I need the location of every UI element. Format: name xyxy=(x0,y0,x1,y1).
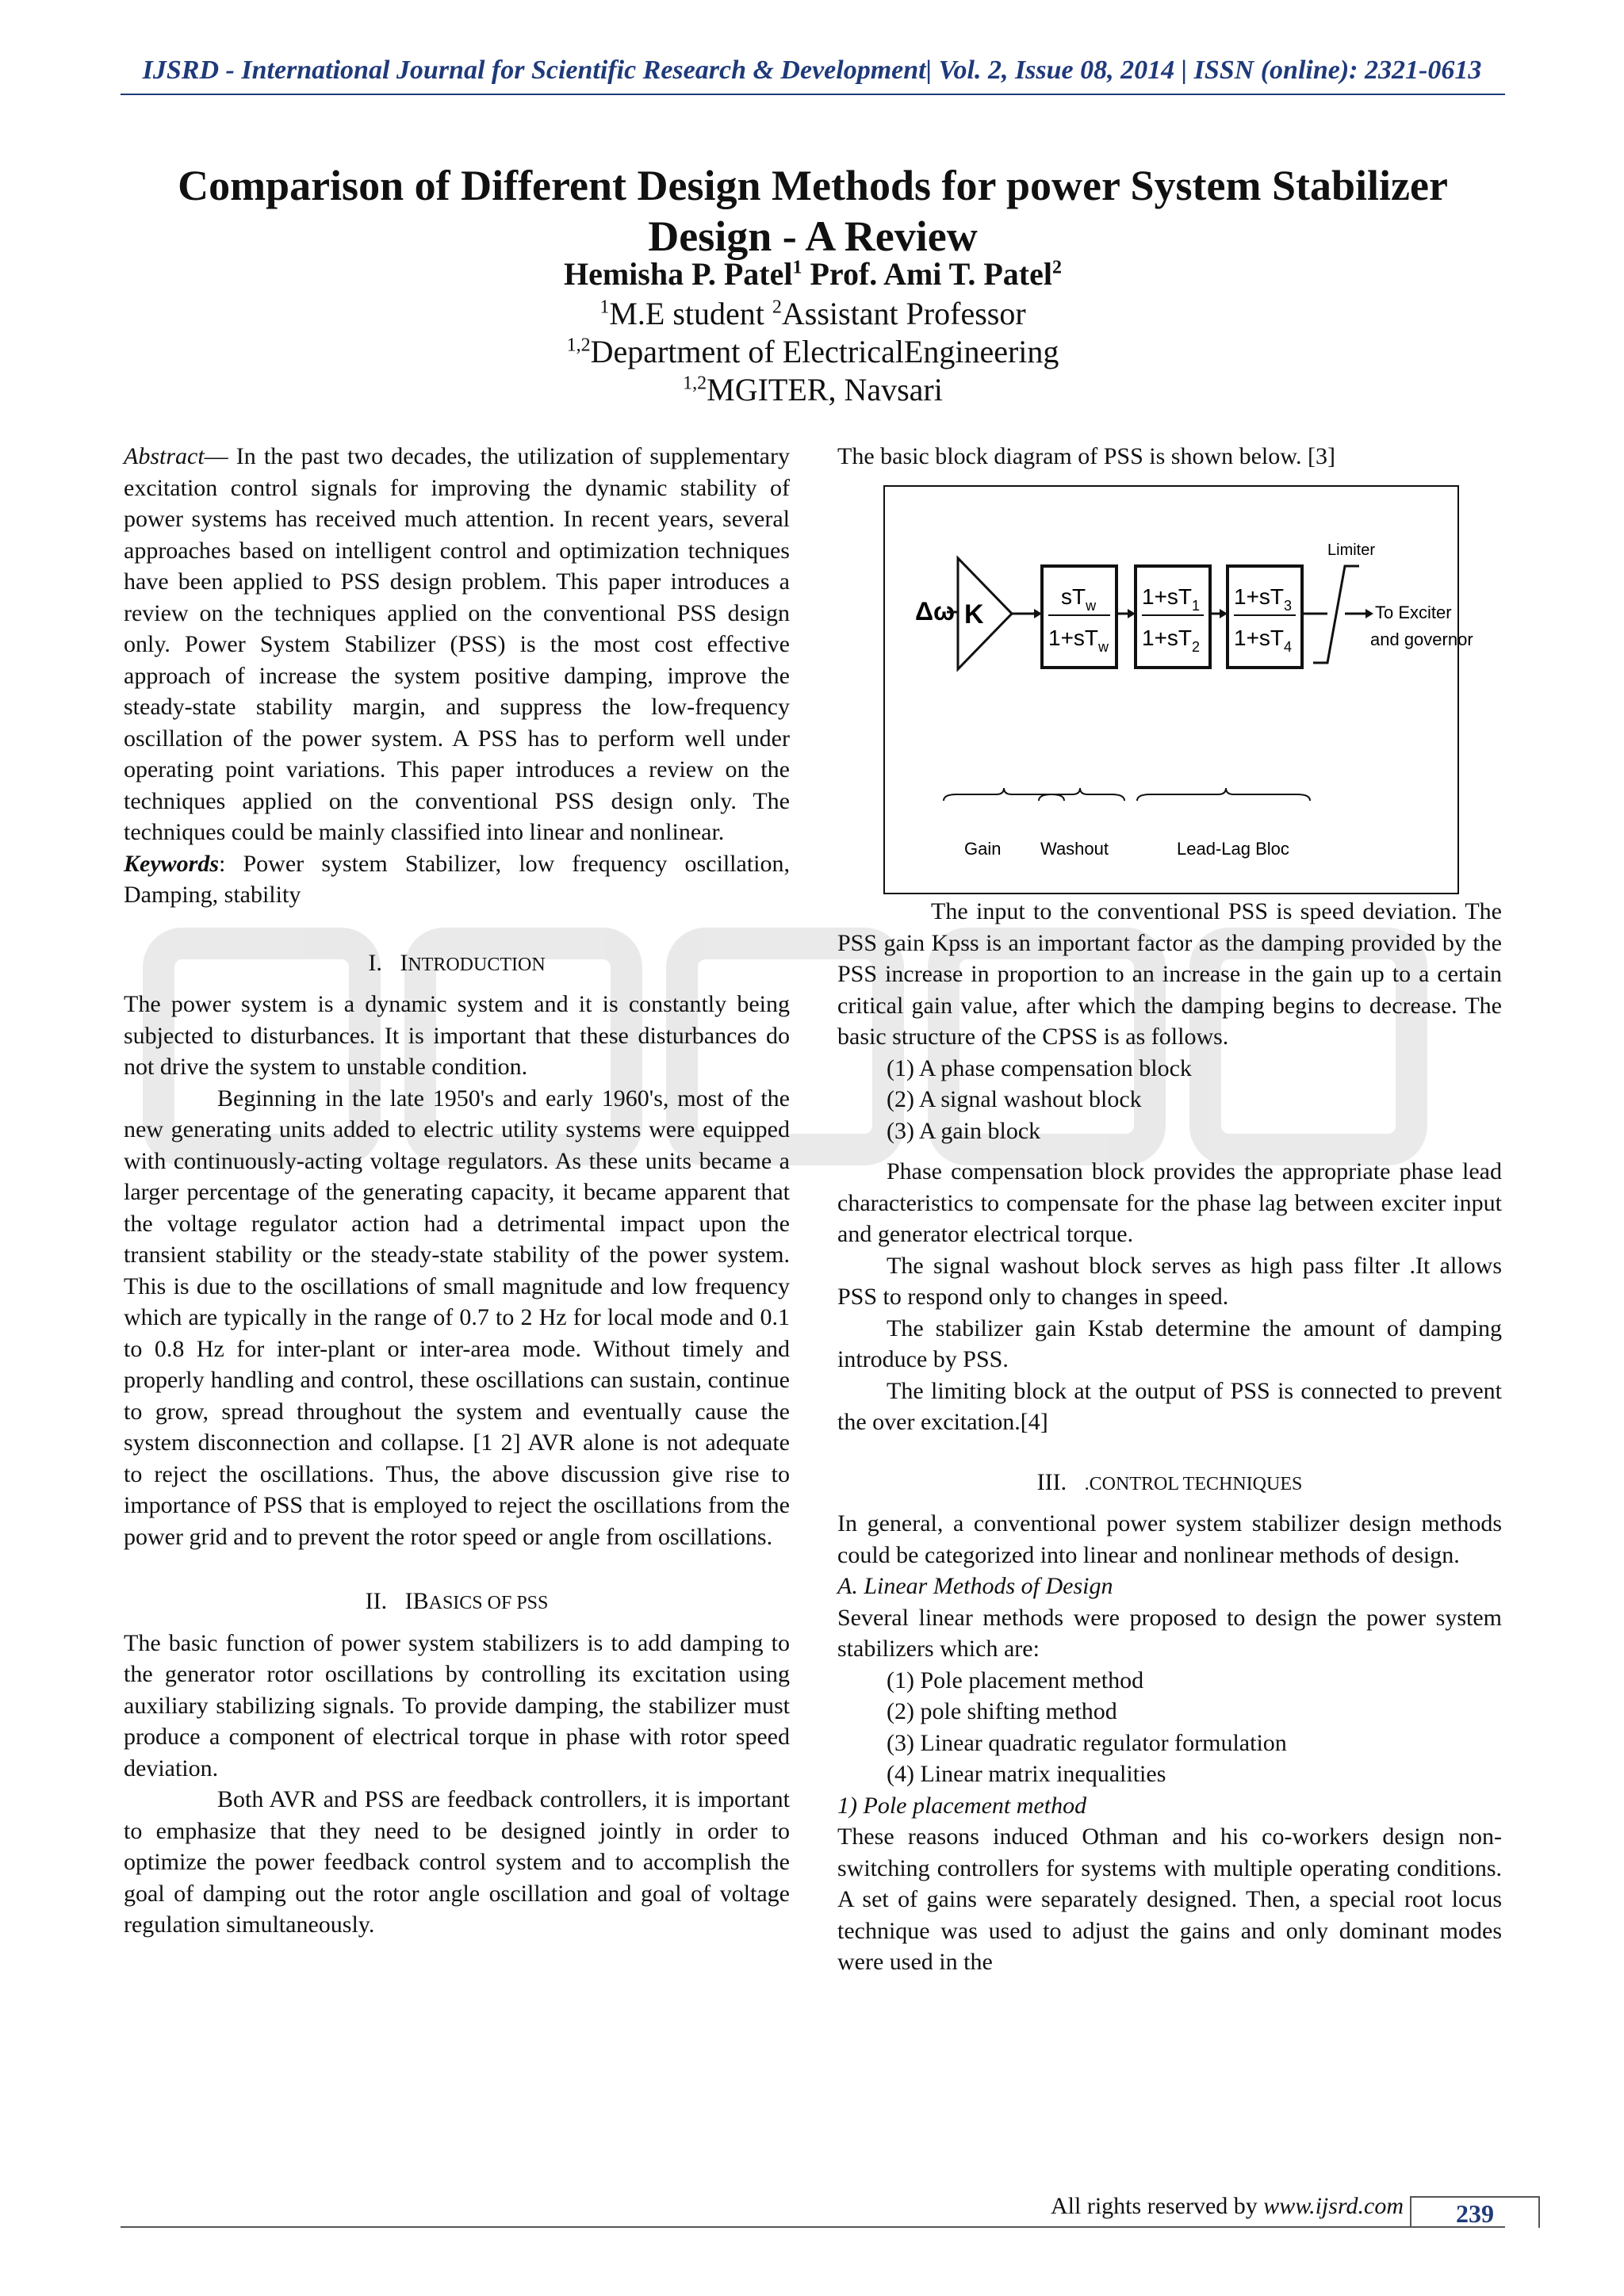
paragraph: Both AVR and PSS are feedback controllers, it is important to emphasize that they need to be designed jointly in order to optimize the power feedback control system and to accomplish the goal of damping out the rotor angle oscillation and goal of voltage regulation simultaneously. xyxy=(124,1786,790,1938)
affiliation-line-3 xyxy=(127,371,1499,408)
diagram-intro: The basic block diagram of PSS is shown below. [3] xyxy=(837,443,1335,469)
washout-denominator: $1+sT_w$ xyxy=(1048,626,1109,655)
subsection-heading: A. Linear Methods of Design xyxy=(837,1573,1113,1599)
author-2-sup: 2 xyxy=(1052,257,1062,278)
section-number: II. xyxy=(365,1588,388,1614)
paragraph: The limiting block at the output of PSS is connected to prevent the over excitation.[4] xyxy=(837,1377,1502,1435)
paragraph: In general, a conventional power system stabilizer design methods could be categorized into linear and nonlinear methods of design. xyxy=(837,1510,1502,1568)
paragraph: Beginning in the late 1950's and early 1960's, most of the new generating units added to electric utility systems were equipped with continuously-acting voltage regulators. As these units became a larger percentage of the generating capacity, it became apparent that the voltage regulator action had a detrimental impact upon the transient stability or the steady-state stability of the power system. This is due to the oscillations of small magnitude and low frequency which are typically in the range of 0.7 to 2 Hz for local mode and 0.1 to 0.8 Hz for inter-plant or inter-area mode. Without timely and properly handling and control, these oscillations can sustain, continue to grow, spread throughout the system and eventually cause the system disconnection and collapse. [1 2] AVR alone is not adequate to reject the oscillations. Thus, the above discussion give rise to importance of PSS that is employed to reject the oscillations from the power grid and to prevent the rotor speed or angle from oscillations. xyxy=(124,1085,790,1550)
rights-text: All rights reserved by xyxy=(1051,2193,1264,2219)
section-title: .CONTROL TECHNIQUES xyxy=(1084,1473,1303,1494)
list-item: (1) Pole placement method xyxy=(887,1667,1144,1693)
output-label-2: and governor xyxy=(1370,629,1473,649)
list-item: (1) A phase compensation block xyxy=(887,1054,1192,1081)
affil-department: Department of ElectricalEngineering xyxy=(590,334,1059,369)
arrowhead xyxy=(1365,609,1373,618)
section-heading-basics xyxy=(124,1586,790,1620)
affil-role-1: M.E student xyxy=(609,296,772,331)
washout-numerator: $sT_w$ xyxy=(1061,584,1097,614)
section-number: III. xyxy=(1036,1468,1067,1495)
paragraph: These reasons induced Othman and his co-workers design non-switching controllers for systems with multiple operating conditions. A set of gains were separately designed. Then, a special root locus technique was used to adjust the gains and only dominant modes were used in the xyxy=(837,1823,1502,1975)
right-column-top xyxy=(837,441,1502,473)
paragraph: The basic function of power system stabilizers is to add damping to the generator rotor oscillations by controlling its excitation using auxiliary stabilizing signals. To provide damping, the stabilizer must produce a component of electrical torque in phase with rotor speed deviation. xyxy=(124,1629,790,1781)
output-label-1: To Exciter xyxy=(1375,603,1452,622)
section-title: NTRODUCTION xyxy=(408,954,546,975)
limiter-label: Limiter xyxy=(1327,541,1376,559)
gain-label: Gain xyxy=(964,839,1002,859)
affil-institute: MGITER, Navsari xyxy=(707,372,943,408)
affiliation-line-1 xyxy=(127,295,1499,332)
lead-lag-2-numerator: $1+sT_3$ xyxy=(1234,584,1293,614)
subsubsection-heading: 1) Pole placement method xyxy=(837,1792,1087,1819)
section-title: ASICS OF PSS xyxy=(428,1593,549,1613)
list-item: (4) Linear matrix inequalities xyxy=(887,1761,1166,1787)
abstract-label: Abstract xyxy=(124,443,205,469)
lead-lag-1-numerator: $1+sT_1$ xyxy=(1142,584,1201,614)
affil-role-2: Assistant Professor xyxy=(781,296,1026,331)
site-link[interactable]: www.ijsrd.com xyxy=(1263,2193,1404,2219)
affil-sup: 1,2 xyxy=(683,373,707,394)
list-item: (3) A gain block xyxy=(887,1117,1041,1144)
title-line-1: Comparison of Different Design Methods for power System Stabilizer xyxy=(178,162,1448,209)
left-column xyxy=(124,441,790,1941)
footer-rights xyxy=(1051,2193,1404,2220)
washout-label: Washout xyxy=(1040,839,1109,859)
paragraph: Several linear methods were proposed to design the power system stabilizers which are: xyxy=(837,1604,1502,1662)
section-number: I. xyxy=(368,949,382,976)
lead-lag-2-denominator: $1+sT_4$ xyxy=(1234,626,1293,655)
header-rule xyxy=(121,94,1505,95)
section-heading-control-techniques xyxy=(837,1467,1502,1501)
title-line-2: Design - A Review xyxy=(648,212,978,260)
list-item: (2) A signal washout block xyxy=(887,1086,1142,1112)
author-2: Prof. Ami T. Patel xyxy=(810,256,1052,292)
lead-lag-1-denominator: $1+sT_2$ xyxy=(1142,626,1201,655)
affil-sup: 1,2 xyxy=(566,335,591,356)
paper-title xyxy=(127,160,1499,262)
keywords-label: Keywords xyxy=(124,850,219,877)
paragraph: Phase compensation block provides the appropriate phase lead characteristics to compensate for the phase lag between exciter input and generator electrical torque. xyxy=(837,1158,1502,1247)
footer-rule xyxy=(121,2226,1505,2228)
authors xyxy=(127,255,1499,293)
journal-header: IJSRD - International Journal for Scientific Research & Development| Vol. 2, Issue 08, 2014 | ISSN (online): 2321-0613 xyxy=(142,55,1482,85)
washout-brace xyxy=(1039,788,1124,801)
affiliation-line-2 xyxy=(127,333,1499,370)
affil-sup: 2 xyxy=(772,297,782,318)
section-initial: I xyxy=(400,949,408,976)
right-column xyxy=(837,896,1502,1978)
block-diagram-svg xyxy=(885,487,1473,893)
paragraph: The signal washout block serves as high pass filter .It allows PSS to respond only to changes in speed. xyxy=(837,1252,1502,1310)
list-item: (2) pole shifting method xyxy=(887,1698,1117,1724)
lead-lag-label: Lead-Lag Bloc xyxy=(1177,839,1289,859)
pss-block-diagram xyxy=(883,485,1473,894)
author-1-sup: 1 xyxy=(792,257,802,278)
paragraph: The stabilizer gain Kstab determine the amount of damping introduce by PSS. xyxy=(837,1314,1502,1372)
paragraph: The input to the conventional PSS is speed deviation. The PSS gain Kpss is an important factor as the damping provided by the PSS increase in proportion to an increase in the gain up to a certain critical gain value, after which the damping begins to decrease. The basic structure of the CPSS is as follows. xyxy=(837,898,1502,1050)
paragraph: The power system is a dynamic system and it is constantly being subjected to disturbances. It is important that these disturbances do not drive the system to unstable condition. xyxy=(124,991,790,1080)
lead-lag-brace xyxy=(1137,788,1310,801)
affil-sup: 1 xyxy=(599,297,610,318)
gain-symbol: K xyxy=(964,599,984,629)
abstract xyxy=(124,441,790,848)
keywords xyxy=(124,848,790,911)
author-1: Hemisha P. Patel xyxy=(563,256,793,292)
section-initial: IB xyxy=(404,1588,429,1614)
keywords-text: : Power system Stabilizer, low frequency oscillation, Damping, stability xyxy=(124,850,790,908)
list-item: (3) Linear quadratic regulator formulation xyxy=(887,1729,1287,1756)
section-heading-introduction xyxy=(124,947,790,982)
abstract-text: — In the past two decades, the utilization of supplementary excitation control signals for improving the dynamic stability of power systems has received much attention. In recent years, several approaches based on intelligent control and optimization techniques have been applied to PSS design problem. This paper introduces a review on the techniques applied on the conventional PSS design only. Power System Stabilizer (PSS) is the most cost effective approach of increase the system positive damping, improve the steady-state stability margin, and suppress the low-frequency oscillation of the power system. A PSS has to perform well under operating point variations. This paper introduces a review on the techniques applied on the conventional PSS design only. The techniques could be mainly classified into linear and nonlinear. xyxy=(124,443,790,845)
page-number: 239 xyxy=(1410,2196,1540,2228)
input-label: Δω xyxy=(915,597,956,626)
